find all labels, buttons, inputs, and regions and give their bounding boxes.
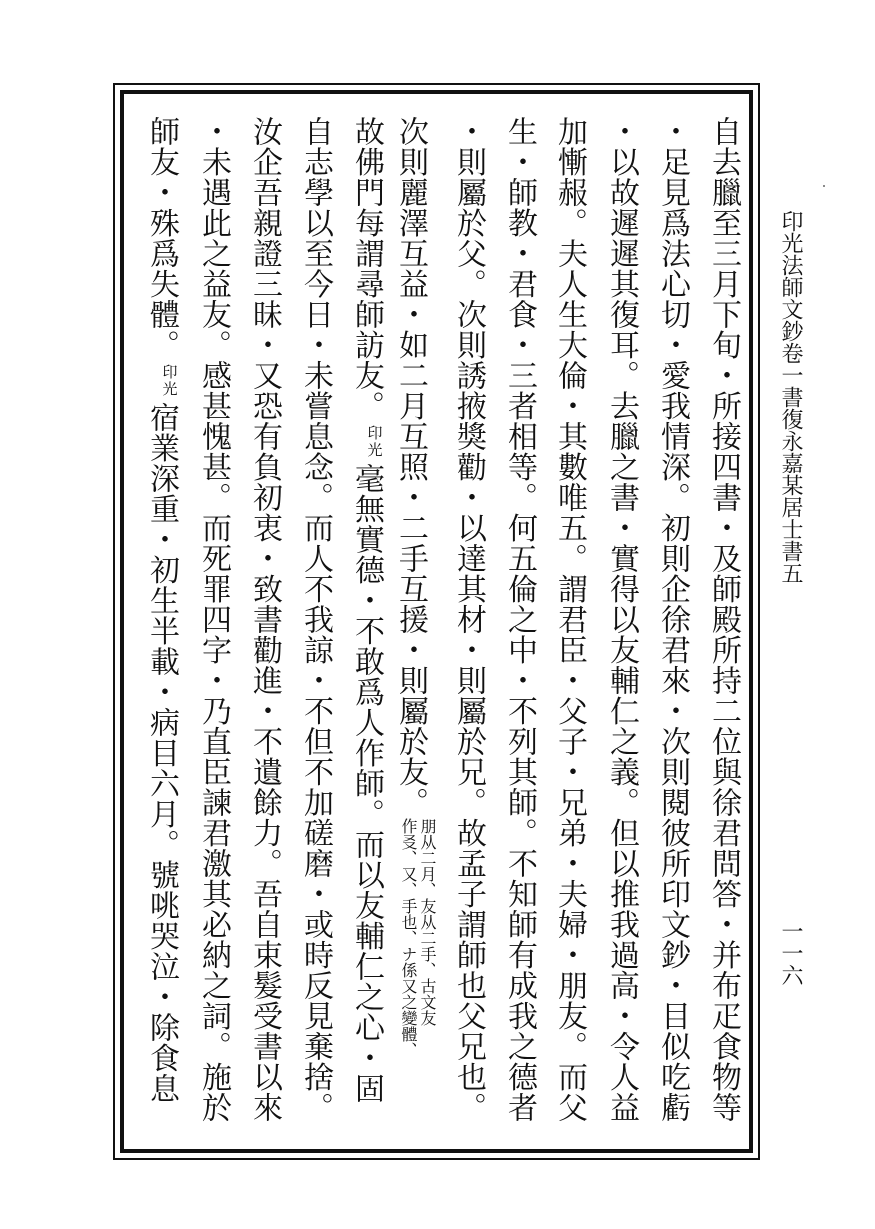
column-12-text-after: 宿業深重・初生半載・病目六月。號咷哭泣・除食息: [144, 402, 179, 1104]
text-column-8: [346, 116, 386, 1116]
text-column-11: [193, 116, 233, 1123]
text-column-3: [601, 116, 641, 1123]
column-4-text: 加慚赧。夫人生大倫・其數唯五。謂君臣・父子・兄弟・夫婦・朋友。而父: [552, 116, 587, 1123]
column-8-signature-note: 印光: [365, 425, 384, 459]
column-7-annotation-line-1: 朋从二月、友从二手、古文友: [418, 817, 437, 1026]
running-header: [770, 210, 810, 650]
text-column-12: [141, 116, 181, 1116]
text-column-6: [448, 116, 488, 1123]
column-10-text: 汝企吾親證三昧・又恐有負初衷・致書勸進・不遺餘力。吾自束髮受書以來: [247, 116, 282, 1123]
column-7-annotation-line-2: 作㕛、又、手也、ナ係又之變體、: [399, 817, 418, 1058]
text-column-2: [652, 116, 692, 1123]
text-column-1: [703, 116, 743, 1123]
column-1-text: 自去臘至三月下旬・所接四書・及師殿所持二位與徐君問答・并布疋食物等: [706, 116, 741, 1123]
column-2-text: ・足見爲法心切・愛我情深。初則企徐君來・次則閱彼所印文鈔・目似吃虧: [655, 116, 690, 1123]
column-12-signature-note: 印光: [160, 364, 179, 398]
text-column-10: [244, 116, 284, 1123]
text-column-7: [393, 116, 437, 1116]
book-title: 印光法師文鈔卷一: [778, 210, 803, 386]
column-8-text-after: 毫無實德・不敢爲人作師。而以友輔仁之心・固: [349, 463, 384, 1104]
text-column-4: [549, 116, 589, 1123]
column-12-text-before: 師友・殊爲失體。: [144, 116, 179, 360]
page-number: 一一六: [778, 920, 803, 986]
column-8-text-before: 故佛門每謂尋師訪友。: [349, 116, 384, 421]
text-column-5: [499, 116, 539, 1123]
column-11-text: ・未遇此之益友。感甚愧甚。而死罪四字・乃直臣諫君激其必納之詞。施於: [196, 116, 231, 1123]
paper-speck: [823, 185, 825, 187]
column-9-text: 自志學以至今日・未嘗息念。而人不我諒・不但不加磋磨・或時反見棄捨。: [298, 116, 333, 1123]
section-label: 書: [778, 386, 803, 408]
column-3-text: ・以故遲遲其復耳。去臘之書・實得以友輔仁之義。但以推我過高・令人益: [604, 116, 639, 1123]
column-6-text: ・則屬於父。次則誘掖獎勸・以達其材・則屬於兄。故孟子謂師也父兄也。: [451, 116, 486, 1123]
text-column-9: [295, 116, 335, 1123]
letter-title: 復永嘉某居士書五: [778, 408, 803, 584]
column-5-text: 生・師教・君食・三者相等。何五倫之中・不列其師。不知師有成我之德者: [502, 116, 537, 1123]
column-7-text: 次則麗澤互益・如二月互照・二手互援・則屬於友。: [393, 116, 428, 818]
column-7-annotation: [399, 818, 437, 1068]
